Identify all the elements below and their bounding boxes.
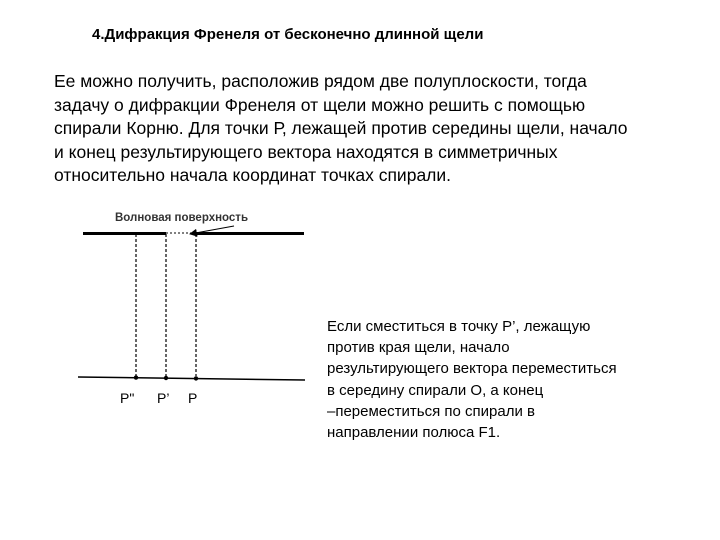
observation-line xyxy=(78,377,305,380)
main-text-line: Ее можно получить, расположив рядом две полуплоскости, тогда xyxy=(54,71,587,91)
point-p-double-prime-marker xyxy=(134,375,138,379)
point-label-p: P xyxy=(188,390,198,406)
main-text-line: задачу о дифракции Френеля от щели можно решить с помощью xyxy=(54,94,586,115)
main-text-line: спирали Корню. Для точки Р, лежащей против середины щели, начало xyxy=(54,118,628,138)
point-p-prime-marker xyxy=(164,376,168,380)
side-paragraph xyxy=(327,316,707,443)
main-text-line: и конец результирующего вектора находятся в симметричных xyxy=(54,141,558,162)
wave-surface-label: Волновая поверхность xyxy=(115,212,249,224)
point-p-marker xyxy=(194,376,198,380)
side-text-line: против края щели, начало xyxy=(327,339,510,357)
side-text-line: направлении полюса F1. xyxy=(327,424,501,442)
main-text-line: относительно начала координат точках спирали. xyxy=(54,165,452,185)
side-text-line: результирующего вектора переместиться xyxy=(327,360,617,378)
slide-title: 4.Дифракция Френеля от бесконечно длинной щели xyxy=(92,26,484,43)
side-text-line: Если сместиться в точку Р’, лежащую xyxy=(327,318,591,335)
point-label-p-prime: P’ xyxy=(157,390,170,406)
side-text-line: –переместиться по спирали в xyxy=(327,402,535,420)
side-text-line: в середину спирали О, а конец xyxy=(327,381,544,399)
point-label-p-double-prime: P" xyxy=(120,390,135,406)
